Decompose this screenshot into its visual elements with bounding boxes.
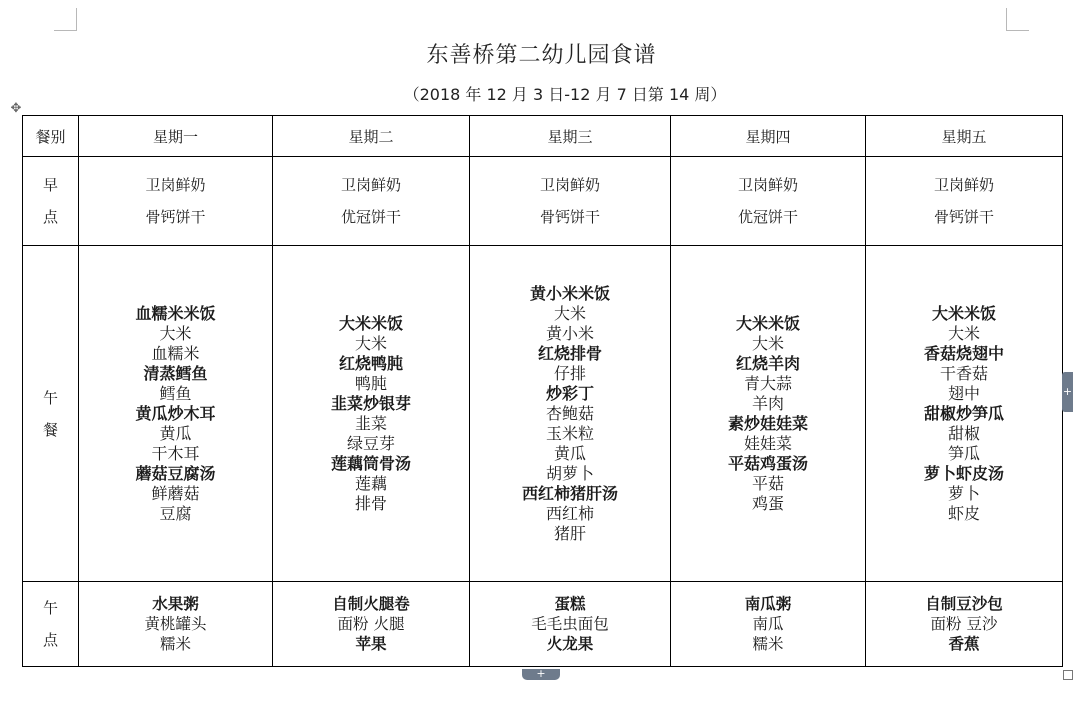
breakfast-item: 卫岗鲜奶 — [145, 176, 206, 194]
header-cell-meal: 餐别 — [23, 116, 79, 157]
breakfast-items — [341, 169, 401, 233]
header-cell-day: 星期五 — [866, 116, 1063, 157]
dish-name: 素炒娃娃菜 — [727, 413, 808, 433]
meal-label-char: 午 — [42, 599, 58, 617]
dish-name: 苹果 — [355, 635, 387, 653]
table-header-row — [23, 116, 1063, 157]
ingredient: 萝卜 — [947, 483, 980, 503]
breakfast-cell — [470, 157, 671, 246]
snack-items — [925, 594, 1003, 654]
ingredient: 鳕鱼 — [159, 383, 192, 403]
lunch-items — [924, 304, 1004, 524]
snack-cell — [866, 582, 1063, 667]
dish-name: 火龙果 — [546, 635, 594, 653]
breakfast-cell — [866, 157, 1063, 246]
breakfast-item: 卫岗鲜奶 — [933, 176, 994, 194]
dish-name: 大米米饭 — [338, 313, 403, 333]
dish-name: 西红柿猪肝汤 — [521, 483, 618, 503]
ingredient: 鸭肫 — [354, 373, 387, 393]
breakfast-cell — [671, 157, 866, 246]
ingredient: 黄瓜 — [553, 443, 586, 463]
ingredient: 干木耳 — [151, 443, 200, 463]
snack-cell — [671, 582, 866, 667]
header-cell-day: 星期三 — [470, 116, 671, 157]
ingredient: 大米 — [553, 303, 586, 323]
header-cell-day: 星期二 — [273, 116, 470, 157]
dish-name: 黄瓜炒木耳 — [135, 403, 216, 423]
crop-mark-top-right — [1006, 8, 1029, 31]
ingredient: 排骨 — [354, 493, 387, 513]
dish-name: 香蕉 — [948, 635, 980, 653]
snack-items — [332, 594, 410, 654]
ingredient: 黄桃罐头 — [144, 615, 207, 633]
meal-label-char: 点 — [42, 631, 58, 649]
breakfast-cell — [273, 157, 470, 246]
header-cell-day: 星期四 — [671, 116, 866, 157]
crop-mark-top-left — [54, 8, 77, 31]
dish-name: 韭菜炒银芽 — [330, 393, 411, 413]
lunch-cell — [79, 246, 273, 582]
add-column-button[interactable] — [1062, 372, 1073, 412]
ingredient: 胡萝卜 — [545, 463, 594, 483]
breakfast-item: 骨钙饼干 — [145, 208, 206, 226]
ingredient: 莲藕 — [354, 473, 387, 493]
table-resize-handle[interactable] — [1063, 670, 1073, 680]
ingredient: 猪肝 — [553, 523, 586, 543]
lunch-cell — [866, 246, 1063, 582]
breakfast-item: 骨钙饼干 — [539, 208, 600, 226]
dish-name: 大米米饭 — [735, 313, 800, 333]
ingredient: 大米 — [947, 323, 980, 343]
meal-label-char: 餐 — [42, 420, 58, 439]
ingredient: 糯米 — [159, 635, 191, 653]
ingredient: 羊肉 — [751, 393, 784, 413]
breakfast-items — [540, 169, 600, 233]
breakfast-items — [738, 169, 798, 233]
dish-name: 自制火腿卷 — [332, 595, 410, 613]
plus-icon: + — [1062, 385, 1073, 398]
dish-name: 南瓜粥 — [744, 595, 792, 613]
document-title: 东善桥第二幼儿园食谱 — [426, 43, 657, 68]
breakfast-item: 卫岗鲜奶 — [340, 176, 401, 194]
lunch-cell — [273, 246, 470, 582]
dish-name: 红烧排骨 — [537, 343, 602, 363]
meal-label-lunch — [23, 246, 79, 582]
ingredient: 笋瓜 — [947, 443, 980, 463]
ingredient: 大米 — [354, 333, 387, 353]
ingredient: 娃娃菜 — [743, 433, 792, 453]
ingredient: 仔排 — [553, 363, 586, 383]
dish-name: 黄小米米饭 — [529, 283, 610, 303]
meal-label-char: 早 — [42, 176, 58, 194]
ingredient: 鲜蘑菇 — [151, 483, 200, 503]
meal-label-char: 午 — [42, 388, 58, 407]
ingredient: 韭菜 — [354, 413, 387, 433]
ingredient: 玉米粒 — [545, 423, 594, 443]
meal-label-char: 点 — [42, 208, 58, 226]
dish-name: 蘑菇豆腐汤 — [135, 463, 216, 483]
dish-name: 萝卜虾皮汤 — [923, 463, 1004, 483]
ingredient: 面粉 火腿 — [337, 615, 405, 633]
breakfast-cell — [79, 157, 273, 246]
snack-row — [23, 582, 1063, 667]
ingredient: 杏鲍菇 — [545, 403, 594, 423]
header-cell-day: 星期一 — [79, 116, 273, 157]
ingredient: 大米 — [159, 323, 192, 343]
lunch-items — [522, 284, 618, 544]
ingredient: 糯米 — [752, 635, 784, 653]
dish-name: 红烧羊肉 — [735, 353, 800, 373]
breakfast-items — [145, 169, 205, 233]
ingredient: 鸡蛋 — [751, 493, 784, 513]
ingredient: 面粉 豆沙 — [930, 615, 998, 633]
dish-name: 红烧鸭肫 — [338, 353, 403, 373]
dish-name: 平菇鸡蛋汤 — [727, 453, 808, 473]
dish-name: 蛋糕 — [554, 595, 586, 613]
ingredient: 毛毛虫面包 — [531, 615, 609, 633]
breakfast-item: 卫岗鲜奶 — [737, 176, 798, 194]
ingredient: 血糯米 — [151, 343, 200, 363]
lunch-items — [135, 304, 215, 524]
breakfast-items — [934, 169, 994, 233]
dish-name: 自制豆沙包 — [925, 595, 1003, 613]
ingredient: 干香菇 — [939, 363, 988, 383]
snack-cell — [470, 582, 671, 667]
ingredient: 绿豆芽 — [346, 433, 395, 453]
ingredient: 平菇 — [751, 473, 784, 493]
menu-table — [22, 115, 1063, 667]
ingredient: 虾皮 — [947, 503, 980, 523]
snack-items — [745, 594, 792, 654]
breakfast-item: 卫岗鲜奶 — [539, 176, 600, 194]
snack-cell — [273, 582, 470, 667]
snack-cell — [79, 582, 273, 667]
ingredient: 西红柿 — [545, 503, 594, 523]
lunch-cell — [671, 246, 866, 582]
plus-icon: + — [536, 667, 546, 680]
lunch-cell — [470, 246, 671, 582]
lunch-items — [728, 314, 808, 514]
snack-items — [531, 594, 609, 654]
dish-name: 甜椒炒笋瓜 — [923, 403, 1004, 423]
document-subtitle: （2018 年 12 月 3 日-12 月 7 日第 14 周） — [403, 85, 727, 104]
lunch-row — [23, 246, 1063, 582]
snack-items — [144, 594, 206, 654]
ingredient: 大米 — [751, 333, 784, 353]
breakfast-row — [23, 157, 1063, 246]
ingredient: 青大蒜 — [743, 373, 792, 393]
breakfast-item: 骨钙饼干 — [933, 208, 994, 226]
dish-name: 香菇烧翅中 — [923, 343, 1004, 363]
ingredient: 南瓜 — [752, 615, 784, 633]
dish-name: 水果粥 — [152, 595, 199, 613]
dish-name: 莲藕筒骨汤 — [330, 453, 411, 473]
meal-label-snack — [23, 582, 79, 667]
meal-label-breakfast — [23, 157, 79, 246]
ingredient: 黄瓜 — [159, 423, 192, 443]
add-row-button[interactable] — [522, 669, 560, 680]
table-move-handle-icon[interactable]: ✥ — [10, 101, 22, 116]
dish-name: 大米米饭 — [931, 303, 996, 323]
dish-name: 炒彩丁 — [545, 383, 594, 403]
dish-name: 清蒸鳕鱼 — [143, 363, 208, 383]
ingredient: 豆腐 — [159, 503, 192, 523]
lunch-items — [331, 314, 411, 514]
ingredient: 甜椒 — [947, 423, 980, 443]
ingredient: 翅中 — [947, 383, 980, 403]
ingredient: 黄小米 — [545, 323, 594, 343]
dish-name: 血糯米米饭 — [135, 303, 216, 323]
breakfast-item: 优冠饼干 — [340, 208, 401, 226]
breakfast-item: 优冠饼干 — [737, 208, 798, 226]
